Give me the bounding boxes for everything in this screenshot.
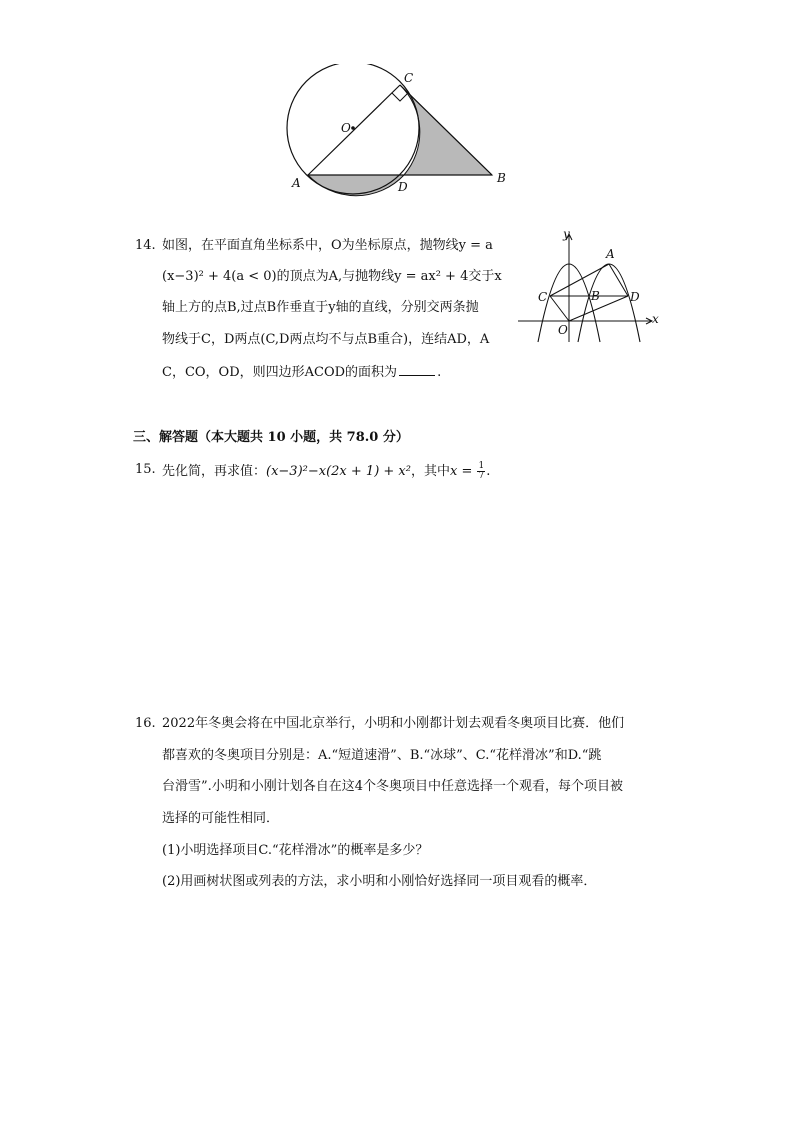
q14-line-3: 轴上方的点B,过点B作垂直于y轴的直线，分别交两条抛 xyxy=(162,300,479,315)
label-a: A xyxy=(292,176,301,190)
q16-line-2: 都喜欢的冬奥项目分别是：A.“短道速滑”、B.“冰球”、C.“花样滑冰”和D.“跳 xyxy=(162,748,602,763)
q14-number: 14. xyxy=(135,238,156,253)
q14-line-4: 物线于C，D两点(C,D两点均不与点B重合)，连结AD，A xyxy=(162,332,490,347)
axis-y-label: y xyxy=(563,227,570,241)
center-dot xyxy=(351,126,355,130)
section-heading: 三、解答题（本大题共 10 小题，共 78.0 分） xyxy=(133,430,409,445)
label-d: D xyxy=(630,290,640,304)
q15-mid: ，其中 xyxy=(410,464,450,479)
label-b: B xyxy=(497,171,506,185)
q16-line-3: 台滑雪”.小明和小刚计划各自在这4个冬奥项目中任意选择一个观看，每个项目被 xyxy=(162,779,624,794)
q14-line-2: (x−3)² + 4(a < 0)的顶点为A,与抛物线y = ax² + 4交于x xyxy=(162,269,502,284)
q16-line-1: 2022年冬奥会将在中国北京举行，小明和小刚都计划去观看冬奥项目比赛．他们 xyxy=(162,716,625,731)
label-c: C xyxy=(538,290,548,304)
label-o: O xyxy=(341,121,351,135)
segment-ac xyxy=(550,264,609,296)
q16-sub-1: (1)小明选择项目C.“花样滑冰”的概率是多少？ xyxy=(162,843,429,858)
q15-number: 15. xyxy=(135,462,156,477)
q15-end: . xyxy=(486,464,491,479)
parabola-figure xyxy=(514,226,670,344)
segment-ac xyxy=(308,85,400,175)
q14-line-5 xyxy=(162,363,441,381)
q14-line-5-text: C，CO，OD，则四边形ACOD的面积为 xyxy=(162,365,398,380)
q15-expression: (x−3)²−x(2x + 1) + x² xyxy=(266,464,411,479)
shaded-segment-ad xyxy=(308,175,404,196)
right-angle-mark xyxy=(392,93,408,101)
segment-ad xyxy=(609,264,628,296)
q15-text xyxy=(162,462,490,481)
q16-line-4: 选择的可能性相同． xyxy=(162,811,280,826)
q14-line-1: 如图，在平面直角坐标系中，O为坐标原点，抛物线y = a xyxy=(162,238,493,253)
q15-var: x = xyxy=(449,464,477,479)
segment-co xyxy=(550,296,569,321)
q15-frac-num: 1 xyxy=(478,461,485,471)
label-a: A xyxy=(606,247,615,261)
label-c: C xyxy=(404,71,414,85)
answer-blank[interactable] xyxy=(399,363,435,376)
q15-prefix: 先化简，再求值： xyxy=(162,464,267,479)
label-o: O xyxy=(558,323,568,337)
q16-sub-2: (2)用画树状图或列表的方法，求小明和小刚恰好选择同一项目观看的概率． xyxy=(162,874,597,889)
label-d: D xyxy=(398,180,408,194)
axis-x-label: x xyxy=(652,312,659,326)
q15-frac-den: 7 xyxy=(478,471,485,481)
q15-fraction xyxy=(477,462,485,481)
label-b: B xyxy=(591,289,600,303)
q16-number: 16. xyxy=(135,716,156,731)
q14-line-5-end: . xyxy=(437,365,442,380)
circle-tangent-figure xyxy=(280,64,520,200)
